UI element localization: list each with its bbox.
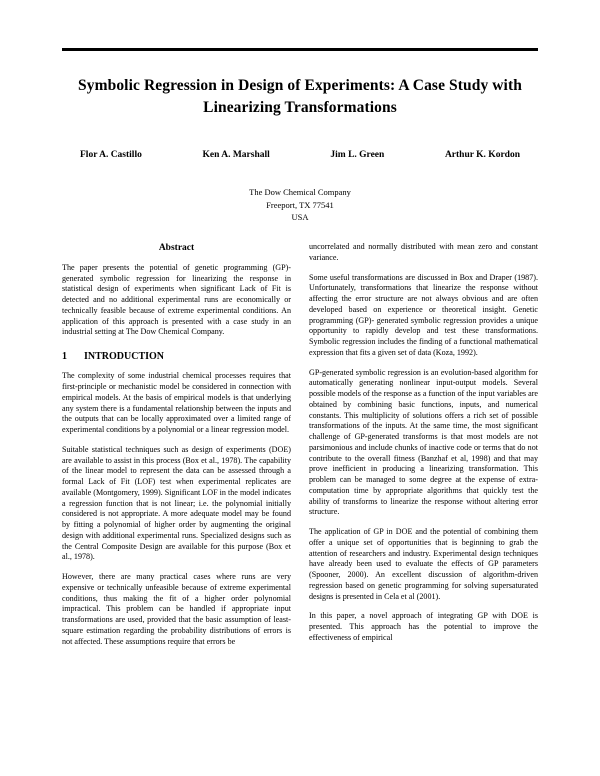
affiliation-organization: The Dow Chemical Company bbox=[249, 186, 351, 197]
section-heading-introduction bbox=[62, 350, 291, 363]
author-list bbox=[80, 150, 520, 160]
paragraph: uncorrelated and normally distributed with mean zero and constant variance. bbox=[309, 242, 538, 262]
author-name: Ken A. Marshall bbox=[202, 149, 270, 160]
page-title: Symbolic Regression in Design of Experiments: A Case Study with Linearizing Transformations bbox=[78, 77, 522, 117]
paragraph: Suitable statistical techniques such as design of experiments (DOE) are available to assist in this process (Box et al., 1978). The capability of the linear model to represent the data can be assessed through a formal Lack of Fit (LOF) test when experimental replicates are available (Montgomery, 1999). Significant LOF in the model indicates a regression function that is not linear; i.e. the polynomial initially considered is not appropriate. A more adequate model may be found by fitting a polynomial of higher order by augmenting the original design with additional experimental runs. Specialized designs such as the Central Composite Design are available for this purpose (Box et al., 1978). bbox=[62, 444, 291, 562]
header-divider bbox=[62, 48, 538, 51]
abstract-heading: Abstract bbox=[158, 243, 195, 254]
author-name: Flor A. Castillo bbox=[80, 149, 142, 160]
column-right bbox=[309, 242, 538, 653]
affiliation-block bbox=[62, 186, 538, 224]
column-left bbox=[62, 242, 291, 656]
author-name: Arthur K. Kordon bbox=[444, 149, 520, 160]
paragraph: GP-generated symbolic regression is an evolution-based algorithm for automatically generating nonlinear input-output models. Several possible models of the response as a function of the input variables are obtained by combining basic functions, inputs, and numerical constants. This multiplicity of solutions offers a rich set of possible transformations of the inputs. At the same time, the most significant challenge of GP-generated transforms is that most models are not parsimonious and include chunks of inactive code or terms that do not contribute to the overall fitness (Banzhaf et al, 1998) and that may prove inefficient in producing a linearizing transformation. This problem can be managed to some degree at the expense of extra-computation time by appropriate algorithms that quickly test the ability of transforms to linearize the response without altering error structure. bbox=[309, 367, 538, 517]
paragraph: The application of GP in DOE and the potential of combining them offer a unique set of opportunities that is beginning to grab the attention of researchers and industry. Experimental design techniques have already been used to evaluate the effects of GP parameters (Spooner, 2000). An excellent discussion of algorithm-driven regression based on genetic programming for solving supersaturated designs is presented in Cela et al (2001). bbox=[309, 527, 538, 601]
affiliation-country: USA bbox=[291, 212, 309, 223]
paragraph: However, there are many practical cases where runs are very expensive or technically unfeasible because of extreme experimental conditions, thus making the fit of a higher order polynomial impractical. This problem can be handled if appropriate input transformations are used, provided that the basic assumption of least-square estimation regarding the probability distributions of errors is not affected. These assumptions require that errors be bbox=[62, 572, 291, 646]
paragraph: Some useful transformations are discussed in Box and Draper (1987). Unfortunately, transformations that linearize the response without affecting the error structure are not always obvious and are often developed based on experience or theoretical insight. Genetic programming (GP)- generated symbolic regression provides a unique opportunity to rapidly develop and test these transformations. Symbolic regression includes the finding of a functional mathematical expression that fits a given set of data (Koza, 1992). bbox=[309, 272, 538, 357]
paragraph: In this paper, a novel approach of integrating GP with DOE is presented. This approach has the potential to improve the effectiveness of empirical bbox=[309, 611, 538, 642]
body-columns bbox=[62, 242, 538, 656]
section-number: 1 bbox=[62, 351, 67, 363]
author-name: Jim L. Green bbox=[330, 149, 385, 160]
abstract-text: The paper presents the potential of genetic programming (GP)-generated symbolic regression for linearizing the response in statistical design of experiments when significant Lack of Fit is detected and no additional experimental runs are economically or technically feasible because of extreme experimental conditions. An application of this approach is presented with a case study in an industrial setting at The Dow Chemical Company. bbox=[62, 262, 291, 337]
affiliation-city: Freeport, TX 77541 bbox=[266, 199, 334, 210]
paragraph: The complexity of some industrial chemical processes requires that first-principle or mechanistic model be considered in connection with empirical models. At the basis of empirical models is that underlying any system there is a fundamental relationship between the inputs and the outputs that can be locally approximated over a limited range of experimental conditions by a polynomial or a linear regression model. bbox=[62, 371, 291, 435]
section-title: INTRODUCTION bbox=[84, 351, 165, 363]
